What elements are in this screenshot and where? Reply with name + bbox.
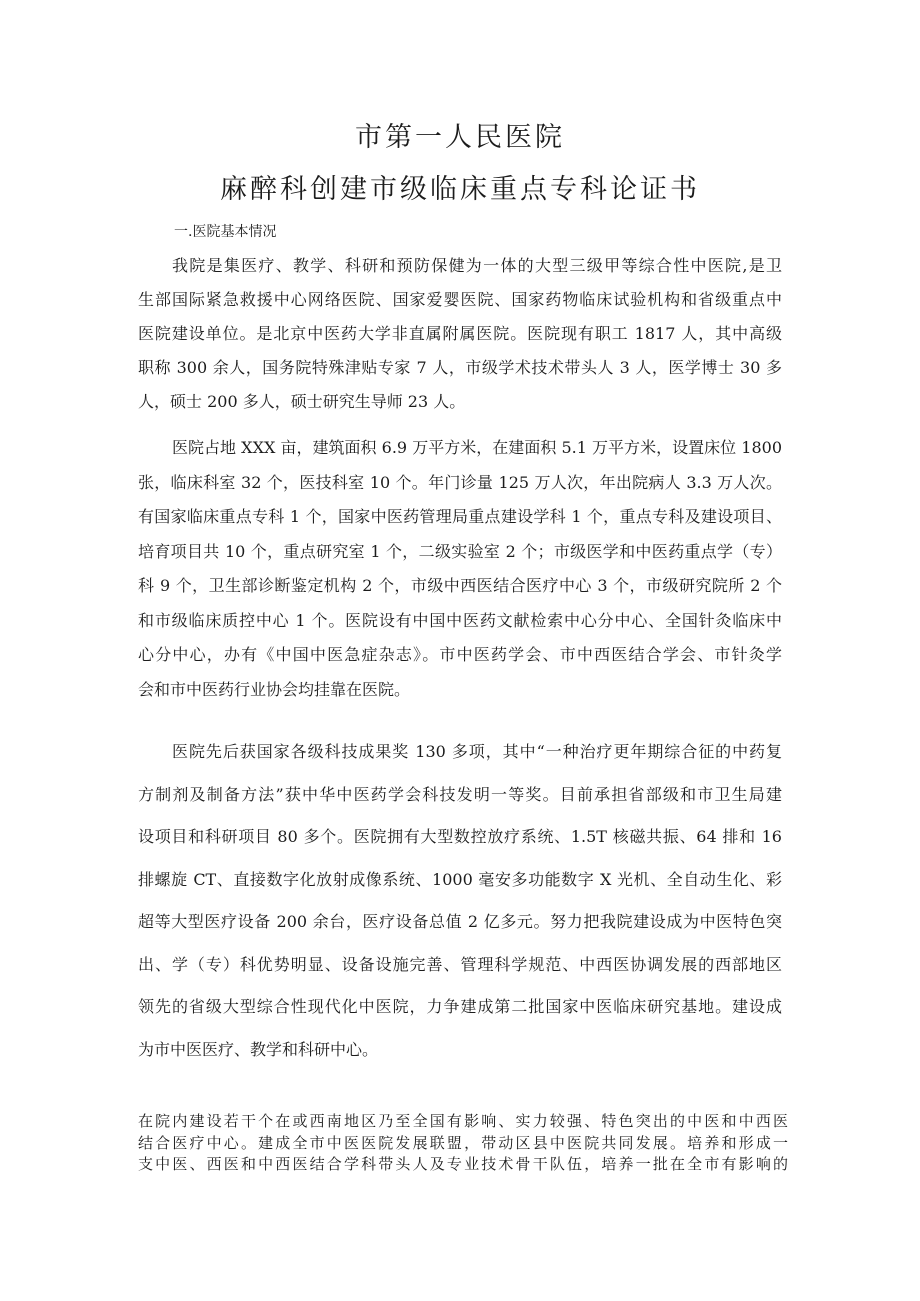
- paragraph-line: 在院内建设若干个在或西南地区乃至全国有影响、实力较强、特色突出的中医和中西医: [138, 1112, 788, 1130]
- paragraph-line: 科 9 个，卫生部诊断鉴定机构 2 个，市级中西医结合医疗中心 3 个，市级研究院所 2 个: [138, 576, 782, 595]
- paragraph-line: 培育项目共 10 个，重点研究室 1 个，二级实验室 2 个；市级医学和中医药重点学（专）: [138, 541, 782, 561]
- paragraph-line: 会和市中医药行业协会均挂靠在医院。: [138, 679, 411, 699]
- paragraph-line: 支中医、西医和中西医结合学科带头人及专业技术骨干队伍，培养一批在全市有影响的: [138, 1155, 788, 1173]
- paragraph-hospital-overview: [138, 249, 782, 419]
- paragraph-line: 设项目和科研项目 80 多个。医院拥有大型数控放疗系统、1.5T 核磁共振、64 排和 16: [138, 827, 782, 846]
- paragraph-line: 为市中医医疗、教学和科研中心。: [138, 1039, 379, 1059]
- paragraph-line: 心分中心，办有《中国中医急症杂志》。市中医药学会、市中西医结合学会、市针灸学: [138, 645, 782, 664]
- paragraph-line: 医院建设单位。是北京中医药大学非直属附属医院。医院现有职工 1817 人，其中高级: [138, 324, 782, 343]
- paragraph-line: 排螺旋 CT、直接数字化放射成像系统、1000 毫安多功能数字 X 光机、全自动生化、彩: [138, 869, 782, 889]
- paragraph-line: 职称 300 余人，国务院特殊津贴专家 7 人，市级学术技术带头人 3 人，医学博士 30 多: [138, 358, 782, 377]
- paragraph-line: 领先的省级大型综合性现代化中医院，力争建成第二批国家中医临床研究基地。建设成: [138, 997, 782, 1016]
- paragraph-research-equipment: [138, 731, 782, 1071]
- section-heading: 一.医院基本情况: [174, 224, 277, 240]
- paragraph-line: 人，硕士 200 多人，硕士研究生导师 23 人。: [138, 392, 466, 411]
- paragraph-line: 和市级临床质控中心 1 个。医院设有中国中医药文献检索中心分中心、全国针灸临床中: [138, 610, 782, 630]
- paragraph-hospital-scale: [138, 431, 782, 707]
- paragraph-line: 医院先后获国家各级科技成果奖 130 多项，其中“一种治疗更年期综合征的中药复: [172, 742, 782, 761]
- paragraph-development-goals: [138, 1111, 788, 1176]
- paragraph-line: 结合医疗中心。建成全市中医医院发展联盟，带动区县中医院共同发展。培养和形成一: [138, 1133, 788, 1152]
- paragraph-line: 超等大型医疗设备 200 余台，医疗设备总值 2 亿多元。努力把我院建设成为中医特色突: [138, 912, 782, 931]
- paragraph-line: 出、学（专）科优势明显、设备设施完善、管理科学规范、中西医协调发展的西部地区: [138, 954, 782, 974]
- paragraph-line: 我院是集医疗、教学、科研和预防保健为一体的大型三级甲等综合性中医院,是卫: [172, 256, 782, 275]
- paragraph-line: 生部国际紧急救援中心网络医院、国家爱婴医院、国家药物临床试验机构和省级重点中: [138, 290, 782, 309]
- paragraph-line: 方制剂及制备方法”获中华中医药学会科技发明一等奖。目前承担省部级和市卫生局建: [138, 784, 782, 804]
- document-title-subject: 麻醉科创建市级临床重点专科论证书: [220, 174, 700, 205]
- paragraph-line: 张，临床科室 32 个，医技科室 10 个。年门诊量 125 万人次，年出院病人 3.3 万人次。: [138, 472, 782, 492]
- document-title-hospital: 市第一人民医院: [355, 122, 565, 153]
- paragraph-line: 医院占地 XXX 亩，建筑面积 6.9 万平方米，在建面积 5.1 万平方米，设置床位 1800: [172, 438, 782, 457]
- paragraph-line: 有国家临床重点专科 1 个，国家中医药管理局重点建设学科 1 个，重点专科及建设项目、: [138, 507, 782, 526]
